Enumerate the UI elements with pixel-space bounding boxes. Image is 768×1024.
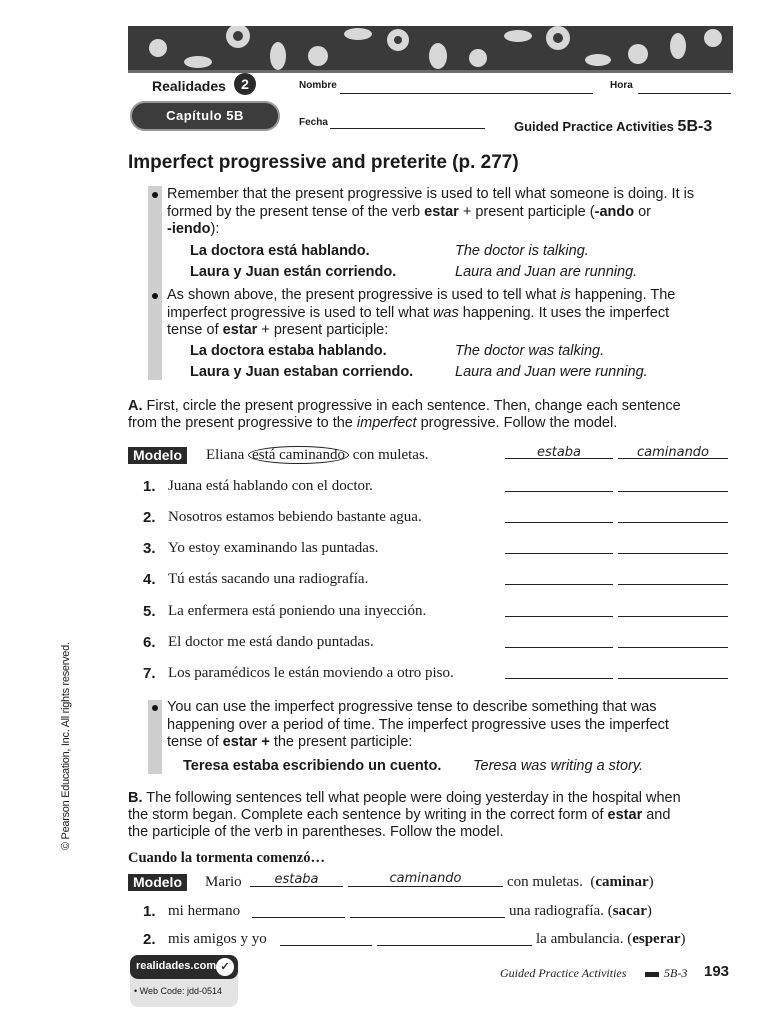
answer-blank[interactable] xyxy=(618,509,728,523)
item-number: 4. xyxy=(143,571,156,588)
modelo-subject: Mario xyxy=(205,874,242,890)
instruction-text: the participle of the verb in parentheses. Follow the model. xyxy=(128,824,504,840)
answer-blank[interactable] xyxy=(505,509,613,523)
example-es: Laura y Juan están corriendo. xyxy=(190,264,397,280)
note-sidebar xyxy=(148,186,162,380)
hora-field[interactable] xyxy=(638,93,731,94)
item-number: 2. xyxy=(143,931,156,948)
item-sentence: Tú estás sacando una radiografía. xyxy=(168,571,369,587)
bullet xyxy=(152,705,158,711)
modelo-sentence: Eliana está caminando con muletas. xyxy=(206,447,429,463)
answer-blank[interactable] xyxy=(505,571,613,585)
footer-activity: Guided Practice Activities xyxy=(500,966,627,980)
note-text: tense of estar + present participle: xyxy=(167,322,389,338)
modelo-answer-2: caminando xyxy=(618,445,728,459)
item-number: 2. xyxy=(143,509,156,526)
answer-blank[interactable] xyxy=(618,665,728,679)
item-number: 7. xyxy=(143,665,156,682)
example-es: La doctora está hablando. xyxy=(190,243,370,259)
modelo-tag: Modelo xyxy=(128,447,187,464)
note-text: Remember that the present progressive is used to tell what someone is doing. It is xyxy=(167,186,695,202)
page-title: Imperfect progressive and preterite (p. 277) xyxy=(128,152,519,173)
note-text: imperfect progressive is used to tell what was happening. It uses the imperfect xyxy=(167,304,670,321)
answer-blank[interactable] xyxy=(505,540,613,554)
site-label: realidades.com xyxy=(136,960,217,972)
example-en: Laura and Juan are running. xyxy=(455,264,638,280)
web-code: • Web Code: jdd-0514 xyxy=(134,986,223,996)
item-number: 5. xyxy=(143,603,156,620)
floral-pattern-icon xyxy=(128,26,733,70)
activity-header xyxy=(514,118,712,136)
page-number: 193 xyxy=(704,963,730,980)
item-end: una radiografía. (sacar) xyxy=(509,903,652,919)
realidades-link[interactable] xyxy=(130,955,238,979)
lead-in: Cuando la tormenta comenzó… xyxy=(128,850,325,866)
note-text: As shown above, the present progressive is used to tell what is happening. The xyxy=(167,287,676,303)
item-number: 6. xyxy=(143,634,156,651)
answer-blank[interactable] xyxy=(252,903,345,918)
example-en: The doctor was talking. xyxy=(455,343,605,359)
instruction-text: A. First, circle the present progressive in each sentence. Then, change each sentence xyxy=(128,398,681,414)
modelo-answer-1: estaba xyxy=(250,872,343,887)
nombre-field[interactable] xyxy=(340,93,593,94)
hora-label: Hora xyxy=(610,80,633,91)
modelo-end: con muletas. (caminar) xyxy=(507,874,654,890)
chapter-badge: Capítulo 5B xyxy=(130,101,280,131)
example-es: Teresa estaba escribiendo un cuento. xyxy=(183,758,442,774)
fecha-field[interactable] xyxy=(330,128,485,129)
answer-blank[interactable] xyxy=(377,931,532,946)
instruction-text: B. The following sentences tell what people were doing yesterday in the hospital when xyxy=(128,790,681,806)
bullet xyxy=(152,293,158,299)
note-bullet-1 xyxy=(167,186,732,239)
answer-blank[interactable] xyxy=(505,478,613,492)
checkmark-icon: ✓ xyxy=(216,958,234,976)
part-a-instructions xyxy=(128,398,733,432)
modelo-answer-2: caminando xyxy=(348,871,503,887)
answer-blank[interactable] xyxy=(505,603,613,617)
circled-phrase: está caminando xyxy=(248,446,349,464)
note-text: -iendo): xyxy=(167,221,220,237)
copyright: © Pearson Education, Inc. All rights reserved. xyxy=(60,642,72,850)
instruction-text: from the present progressive to the imperfect progressive. Follow the model. xyxy=(128,415,618,431)
level-badge: 2 xyxy=(234,73,256,95)
item-subject: mi hermano xyxy=(168,903,241,919)
series-label: Realidades xyxy=(152,78,226,94)
note-text: tense of estar + the present participle: xyxy=(167,734,413,750)
example-es: Laura y Juan estaban corriendo. xyxy=(190,364,414,380)
banner-rule xyxy=(128,70,733,73)
example-es: La doctora estaba hablando. xyxy=(190,343,387,359)
note-text: happening over a period of time. The imperfect progressive uses the imperfect xyxy=(167,716,669,733)
example-en: The doctor is talking. xyxy=(455,243,589,259)
example-en: Laura and Juan were running. xyxy=(455,364,648,380)
answer-blank[interactable] xyxy=(505,634,613,648)
note-bullet-3 xyxy=(167,699,732,752)
modelo-answer-1: estaba xyxy=(505,445,613,459)
activity-label: Guided Practice Activities xyxy=(514,119,674,134)
answer-blank[interactable] xyxy=(618,540,728,554)
answer-blank[interactable] xyxy=(618,478,728,492)
activity-code: 5B-3 xyxy=(677,118,713,135)
item-end: la ambulancia. (esperar) xyxy=(536,931,686,947)
footer-dash xyxy=(645,972,659,977)
answer-blank[interactable] xyxy=(618,603,728,617)
item-number: 1. xyxy=(143,903,156,920)
header-banner xyxy=(128,26,733,70)
modelo-tag: Modelo xyxy=(128,874,187,891)
fecha-label: Fecha xyxy=(299,117,328,128)
answer-blank[interactable] xyxy=(505,665,613,679)
item-sentence: Yo estoy examinando las puntadas. xyxy=(168,540,379,556)
answer-blank[interactable] xyxy=(618,571,728,585)
instruction-text: the storm began. Complete each sentence by writing in the correct form of estar and xyxy=(128,807,671,823)
item-subject: mis amigos y yo xyxy=(168,931,267,947)
item-number: 3. xyxy=(143,540,156,557)
item-number: 1. xyxy=(143,478,156,495)
note-sidebar xyxy=(148,700,162,774)
answer-blank[interactable] xyxy=(618,634,728,648)
item-sentence: Juana está hablando con el doctor. xyxy=(168,478,373,494)
answer-blank[interactable] xyxy=(350,903,505,918)
item-sentence: La enfermera está poniendo una inyección. xyxy=(168,603,427,619)
note-bullet-2 xyxy=(167,287,732,340)
part-b-instructions xyxy=(128,790,733,841)
item-sentence: Los paramédicos le están moviendo a otro piso. xyxy=(168,665,454,681)
example-en: Teresa was writing a story. xyxy=(473,758,644,774)
note-text: formed by the present tense of the verb estar + present participle (-ando or xyxy=(167,203,651,220)
note-text: You can use the imperfect progressive tense to describe something that was xyxy=(167,699,657,715)
footer-code: 5B-3 xyxy=(664,966,688,980)
item-sentence: Nosotros estamos bebiendo bastante agua. xyxy=(168,509,422,525)
bullet xyxy=(152,192,158,198)
nombre-label: Nombre xyxy=(299,80,337,91)
answer-blank[interactable] xyxy=(280,931,372,946)
item-sentence: El doctor me está dando puntadas. xyxy=(168,634,374,650)
